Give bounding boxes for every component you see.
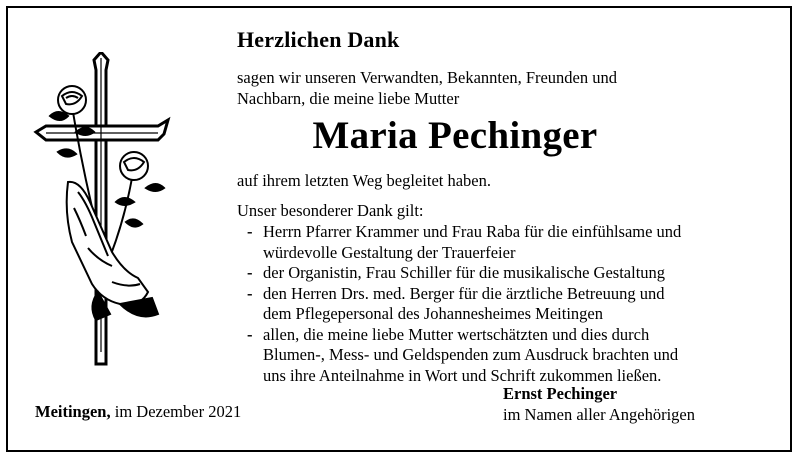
special-thanks-intro: Unser besonderer Dank gilt: [237,201,424,220]
cross-roses-praying-hands-icon [28,52,178,372]
list-item [237,325,681,387]
signatory-name: Ernst Pechinger [503,384,618,403]
bullet-dash: - [247,263,253,282]
list-item-line: allen, die meine liebe Mutter wertschätzten und dies durch [263,324,650,344]
list-item [237,263,681,284]
bullet-dash: - [247,222,253,241]
list-item-line: würdevolle Gestaltung der Trauerfeier [263,242,516,262]
thanks-list [237,222,681,386]
deceased-name: Maria Pechinger [312,114,598,157]
list-item-line: uns ihre Anteilnahme in Wort und Schrift zukommen ließen. [263,365,662,385]
heading: Herzlichen Dank [237,27,400,52]
date: im Dezember 2021 [114,402,242,421]
bullet-dash: - [247,283,253,303]
list-item-line: den Herren Drs. med. Berger für die ärztliche Betreuung und [263,283,665,303]
intro-line-2: Nachbarn, die meine liebe Mutter [237,88,460,108]
signatory-note: im Namen aller Angehörigen [503,404,695,424]
bullet-dash: - [247,324,253,344]
list-item-line: der Organistin, Frau Schiller für die musikalische Gestaltung [263,263,666,282]
place: Meitingen, [35,402,111,421]
signature-block [503,384,695,425]
list-item [237,284,681,325]
list-item-line: Herrn Pfarrer Krammer und Frau Raba für die einfühlsame und [263,222,682,241]
list-item [237,222,681,263]
intro-line-1: sagen wir unseren Verwandten, Bekannten, Freunden und [237,68,618,87]
list-item-line: Blumen-, Mess- und Geldspenden zum Ausdruck brachten und [263,345,679,364]
list-item-line: dem Pflegepersonal des Johannesheimes Meitingen [263,304,603,323]
after-name-text: auf ihrem letzten Weg begleitet haben. [237,171,492,190]
place-date [35,402,241,422]
